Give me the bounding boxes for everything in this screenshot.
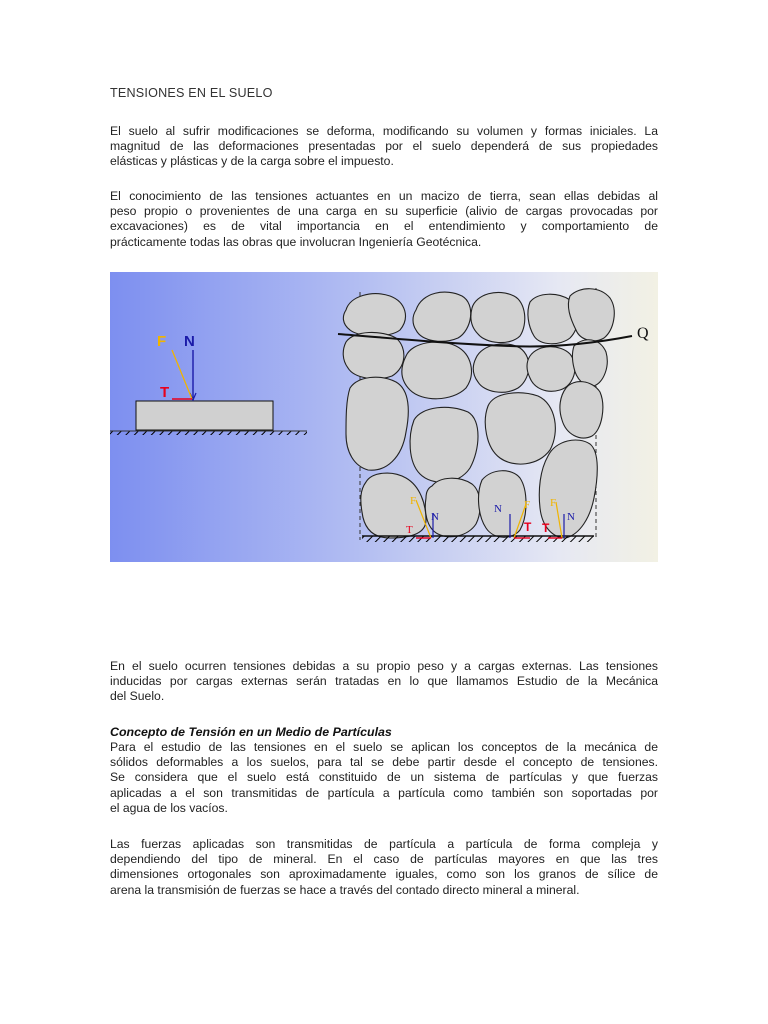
paragraph-line: dimensiones ortogonales son aproximadamente iguales, como son los granos de sílice de xyxy=(110,867,658,882)
paragraph-line: En el suelo ocurren tensiones debidas a su propio peso y a cargas externas. Las tensiones xyxy=(110,659,658,673)
base-hatch xyxy=(362,536,594,542)
particle xyxy=(410,407,478,482)
paragraph-line: inducidas por cargas externas serán tratadas en lo que llamamos Estudio de la Mecánica xyxy=(110,674,658,689)
section-heading: Concepto de Tensión en un Medio de Partículas xyxy=(110,725,392,739)
particle xyxy=(560,382,603,438)
paragraph-line: elásticas y plásticas y de la carga sobre el impuesto. xyxy=(110,154,394,169)
paragraph-line: sólidos deformables a los suelos, para tal se debe partir desde el concepto de tensiones. xyxy=(110,755,658,770)
force-label: F xyxy=(524,499,531,511)
paragraph-line: El suelo al sufrir modificaciones se deforma, modificando su volumen y formas iniciales. La xyxy=(110,124,658,138)
soil-stress-figure xyxy=(110,272,658,562)
paragraph-line: Para el estudio de las tensiones en el suelo se aplican los conceptos de la mecánica de xyxy=(110,740,658,754)
particle xyxy=(485,393,555,464)
paragraph-line: peso propio o provenientes de una carga en su superficie (alivio de cargas provocadas por xyxy=(110,204,658,219)
load-label: Q xyxy=(637,325,649,342)
tangential-label: T xyxy=(524,520,532,534)
paragraph-line: El conocimiento de las tensiones actuantes en un macizo de tierra, sean ellas debidas al xyxy=(110,189,658,203)
soil-stress-diagram xyxy=(110,272,658,562)
paragraph-line: Se considera que el suelo está constituido de un sistema de partículas y que fuerzas xyxy=(110,770,658,785)
paragraph-line: del Suelo. xyxy=(110,689,165,704)
paragraph-4 xyxy=(110,740,658,816)
paragraph-2 xyxy=(110,189,658,250)
tangential-label: T xyxy=(406,524,413,536)
paragraph-3 xyxy=(110,659,658,705)
paragraph-line: magnitud de las deformaciones presentadas por el suelo dependerá de sus propiedades xyxy=(110,139,658,154)
particle xyxy=(473,344,529,392)
paragraph-line: prácticamente todas las obras que involucran Ingeniería Geotécnica. xyxy=(110,234,482,249)
normal-label: N xyxy=(431,511,439,523)
paragraph-line: aplicadas a el son transmitidas de partícula a partícula como también son soportadas por xyxy=(110,785,658,800)
force-label: F xyxy=(157,333,167,350)
particle xyxy=(402,342,472,399)
particle xyxy=(471,292,525,342)
particle xyxy=(527,347,575,392)
block xyxy=(136,401,273,430)
ground-hatch xyxy=(110,431,307,435)
force-label: F xyxy=(550,497,557,509)
force-label: F xyxy=(410,495,417,507)
particle xyxy=(479,471,526,538)
tangential-label: T xyxy=(160,384,170,401)
paragraph-1 xyxy=(110,124,658,170)
particle xyxy=(343,294,405,336)
tangential-label: T xyxy=(542,521,550,535)
document-title: TENSIONES EN EL SUELO xyxy=(110,86,273,100)
normal-label: N xyxy=(494,503,502,515)
paragraph-line: arena la transmisión de fuerzas se hace a través del contado directo mineral a mineral. xyxy=(110,882,580,897)
paragraph-line: dependiendo del tipo de mineral. En el caso de partículas mayores en que las tres xyxy=(110,852,658,867)
paragraph-5 xyxy=(110,837,658,898)
normal-label: N xyxy=(184,333,195,350)
paragraph-line: el agua de los vacíos. xyxy=(110,800,228,815)
paragraph-line: Las fuerzas aplicadas son transmitidas de partícula a partícula de forma compleja y xyxy=(110,837,658,851)
normal-label: N xyxy=(567,511,575,523)
paragraph-line: excavaciones) es de vital importancia en el entendimiento y comportamiento de xyxy=(110,219,658,234)
